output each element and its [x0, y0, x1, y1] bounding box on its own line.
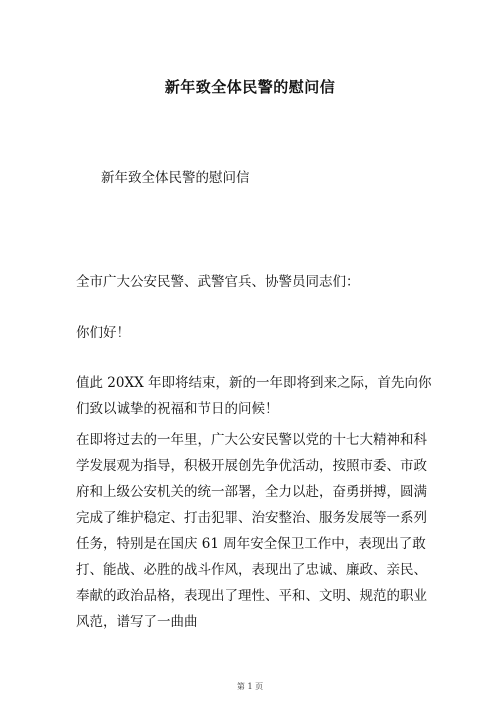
paragraph-new-year-wishes: 值此 20XX 年即将结束，新的一年即将到来之际，首先向你们致以诚挚的祝福和节日的问候！ — [76, 375, 432, 417]
document-title: 新年致全体民警的慰问信 — [164, 78, 336, 96]
paragraph-year-review: 在即将过去的一年里，广大公安民警以党的十七大精神和科学发展观为指导，积极开展创先争优活动，按照市委、市政府和上级公安机关的统一部署，全力以赴，奋勇拼搏，圆满完成了维护稳定、打击犯罪、治安整治、服务发展等一系列任务，特别是在国庆 61 周年安全保卫工作中，表现出了敢打、能战、必胜的战斗作风，表现出了忠诚、廉政、亲民、奉献的政治品格，表现出了理性、平和、文明、规范的职业风范，谱写了一曲曲 — [76, 432, 427, 630]
paragraph-hello: 你们好！ — [76, 325, 130, 341]
page-number: 第 1 页 — [236, 682, 264, 691]
document-subtitle: 新年致全体民警的慰问信 — [101, 170, 250, 186]
paragraph-greeting-recipients: 全市广大公安民警、武警官兵、协警员同志们： — [76, 274, 360, 290]
